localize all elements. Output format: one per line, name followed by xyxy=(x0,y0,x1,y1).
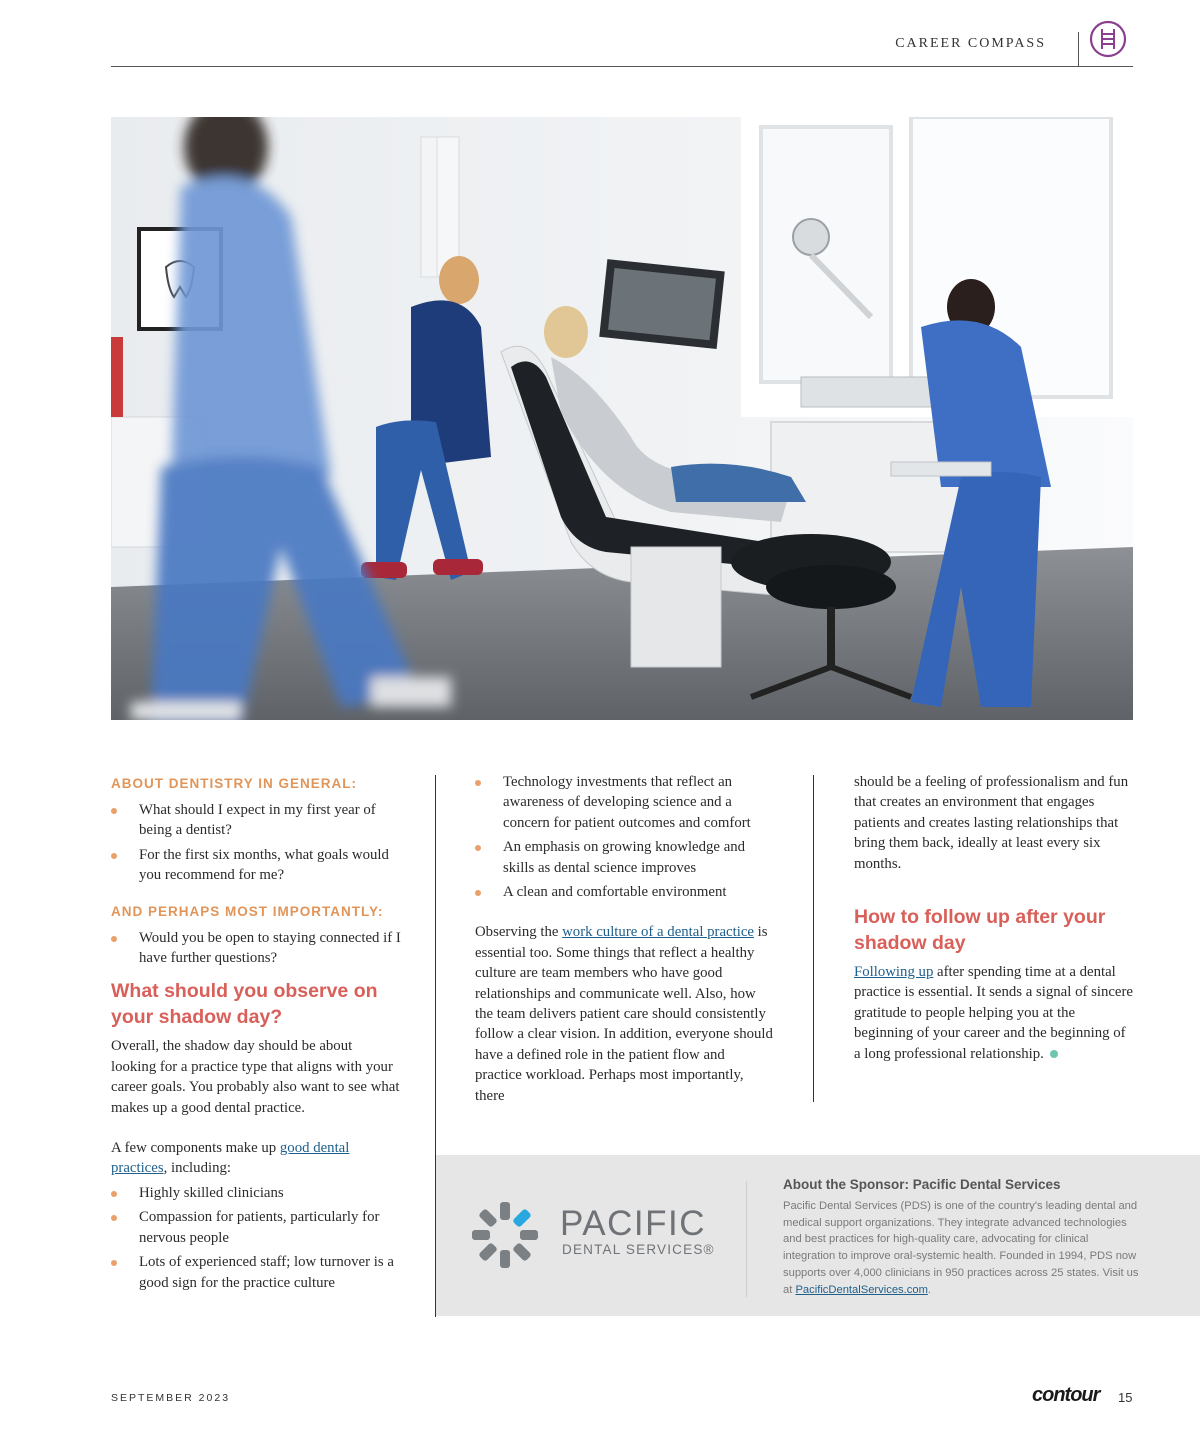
bullet-icon xyxy=(475,780,481,786)
paragraph-components: A few components make up good dental practices, including: xyxy=(111,1140,350,1177)
question-list-2 xyxy=(111,928,401,969)
work-culture-link[interactable]: work culture of a dental practice xyxy=(562,924,754,941)
dental-office-photo xyxy=(111,117,1133,720)
list-item: A clean and comfortable environment xyxy=(475,882,775,902)
bullet-icon xyxy=(111,1191,117,1197)
list-item: Highly skilled clinicians xyxy=(111,1183,401,1203)
list-item: Compassion for patients, particularly for nervous people xyxy=(111,1207,401,1248)
sponsor-logo-subtitle: DENTAL SERVICES® xyxy=(562,1242,715,1257)
sponsor-logo-name: PACIFIC xyxy=(560,1204,706,1243)
ladder-icon xyxy=(1089,20,1127,58)
bullet-icon xyxy=(111,936,117,942)
good-dental-practices-link[interactable]: good dental practices xyxy=(111,1140,350,1177)
kicker-about-dentistry: ABOUT DENTISTRY IN GENERAL: xyxy=(111,776,358,791)
components-list xyxy=(111,1183,401,1293)
page-number: 15 xyxy=(1118,1390,1133,1405)
bullet-icon xyxy=(475,845,481,851)
bullet-icon xyxy=(475,890,481,896)
heading-follow-up: How to follow up after your shadow day xyxy=(854,906,1106,955)
sponsor-description: Pacific Dental Services (PDS) is one of the country's leading dental and medical support organizations. They integrate advanced technologies and best practices for high-quality care, advocating for clinical integration to improve oral-systemic health. Founded in 1994, PDS now supports over 4,000 clinicians in 950 practices across 25 states. Visit us at PacificDentalServices.com. xyxy=(783,1200,1139,1296)
section-title: CAREER COMPASS xyxy=(895,36,1046,51)
bullet-icon xyxy=(111,808,117,814)
paragraph-work-culture: Observing the work culture of a dental practice is essential too. Some things that reflect a healthy culture are team members who have good relationships and communicate well. Also, how the team delivers patient care should consistently follow a clear vision. In addition, everyone should have a defined role in the patient flow and practice workload. Perhaps most importantly, there xyxy=(475,924,773,1104)
components-list-continued xyxy=(475,772,775,902)
sponsor-box xyxy=(436,1155,1200,1316)
list-item: What should I expect in my first year of being a dentist? xyxy=(111,800,401,841)
sponsor-divider xyxy=(746,1181,747,1297)
list-item: Lots of experienced staff; low turnover is a good sign for the practice culture xyxy=(111,1252,401,1293)
pds-logo-icon xyxy=(470,1200,540,1270)
paragraph-overall: Overall, the shadow day should be about looking for a practice type that aligns with your career goals. You probably also want to see what makes up a good dental practice. xyxy=(111,1038,400,1116)
following-up-link[interactable]: Following up xyxy=(854,964,934,981)
list-item: For the first six months, what goals would you recommend for me? xyxy=(111,845,401,886)
magazine-logo: contour xyxy=(1032,1384,1100,1406)
issue-date: SEPTEMBER 2023 xyxy=(111,1392,231,1404)
header-rule xyxy=(111,66,1133,67)
bullet-icon xyxy=(111,1260,117,1266)
heading-observe: What should you observe on your shadow day? xyxy=(111,980,378,1029)
column-divider-right xyxy=(813,775,814,1102)
end-mark-icon xyxy=(1050,1050,1058,1058)
column-1 xyxy=(111,772,401,1297)
sponsor-website-link[interactable]: PacificDentalServices.com xyxy=(795,1283,928,1296)
paragraph-follow-up: Following up after spending time at a dental practice is essential. It sends a signal of sincere gratitude to people helping you at the beginning of your career and the beginning of a long professional relationship. xyxy=(854,964,1133,1062)
column-3 xyxy=(854,772,1134,1064)
list-item: An emphasis on growing knowledge and skills as dental science improves xyxy=(475,837,775,878)
paragraph-professionalism: should be a feeling of professionalism and fun that creates an environment that engages patients and creates lasting relationships that bring them back, ideally at least every six months. xyxy=(854,774,1129,872)
sponsor-heading: About the Sponsor: Pacific Dental Services xyxy=(783,1177,1061,1192)
header-divider xyxy=(1078,32,1079,67)
list-item: Would you be open to staying connected if I have further questions? xyxy=(111,928,401,969)
kicker-importantly: AND PERHAPS MOST IMPORTANTLY: xyxy=(111,903,384,919)
column-2 xyxy=(475,772,775,1106)
bullet-icon xyxy=(111,853,117,859)
question-list-1 xyxy=(111,800,401,886)
bullet-icon xyxy=(111,1215,117,1221)
list-item: Technology investments that reflect an awareness of developing science and a concern for patient outcomes and comfort xyxy=(475,772,775,833)
